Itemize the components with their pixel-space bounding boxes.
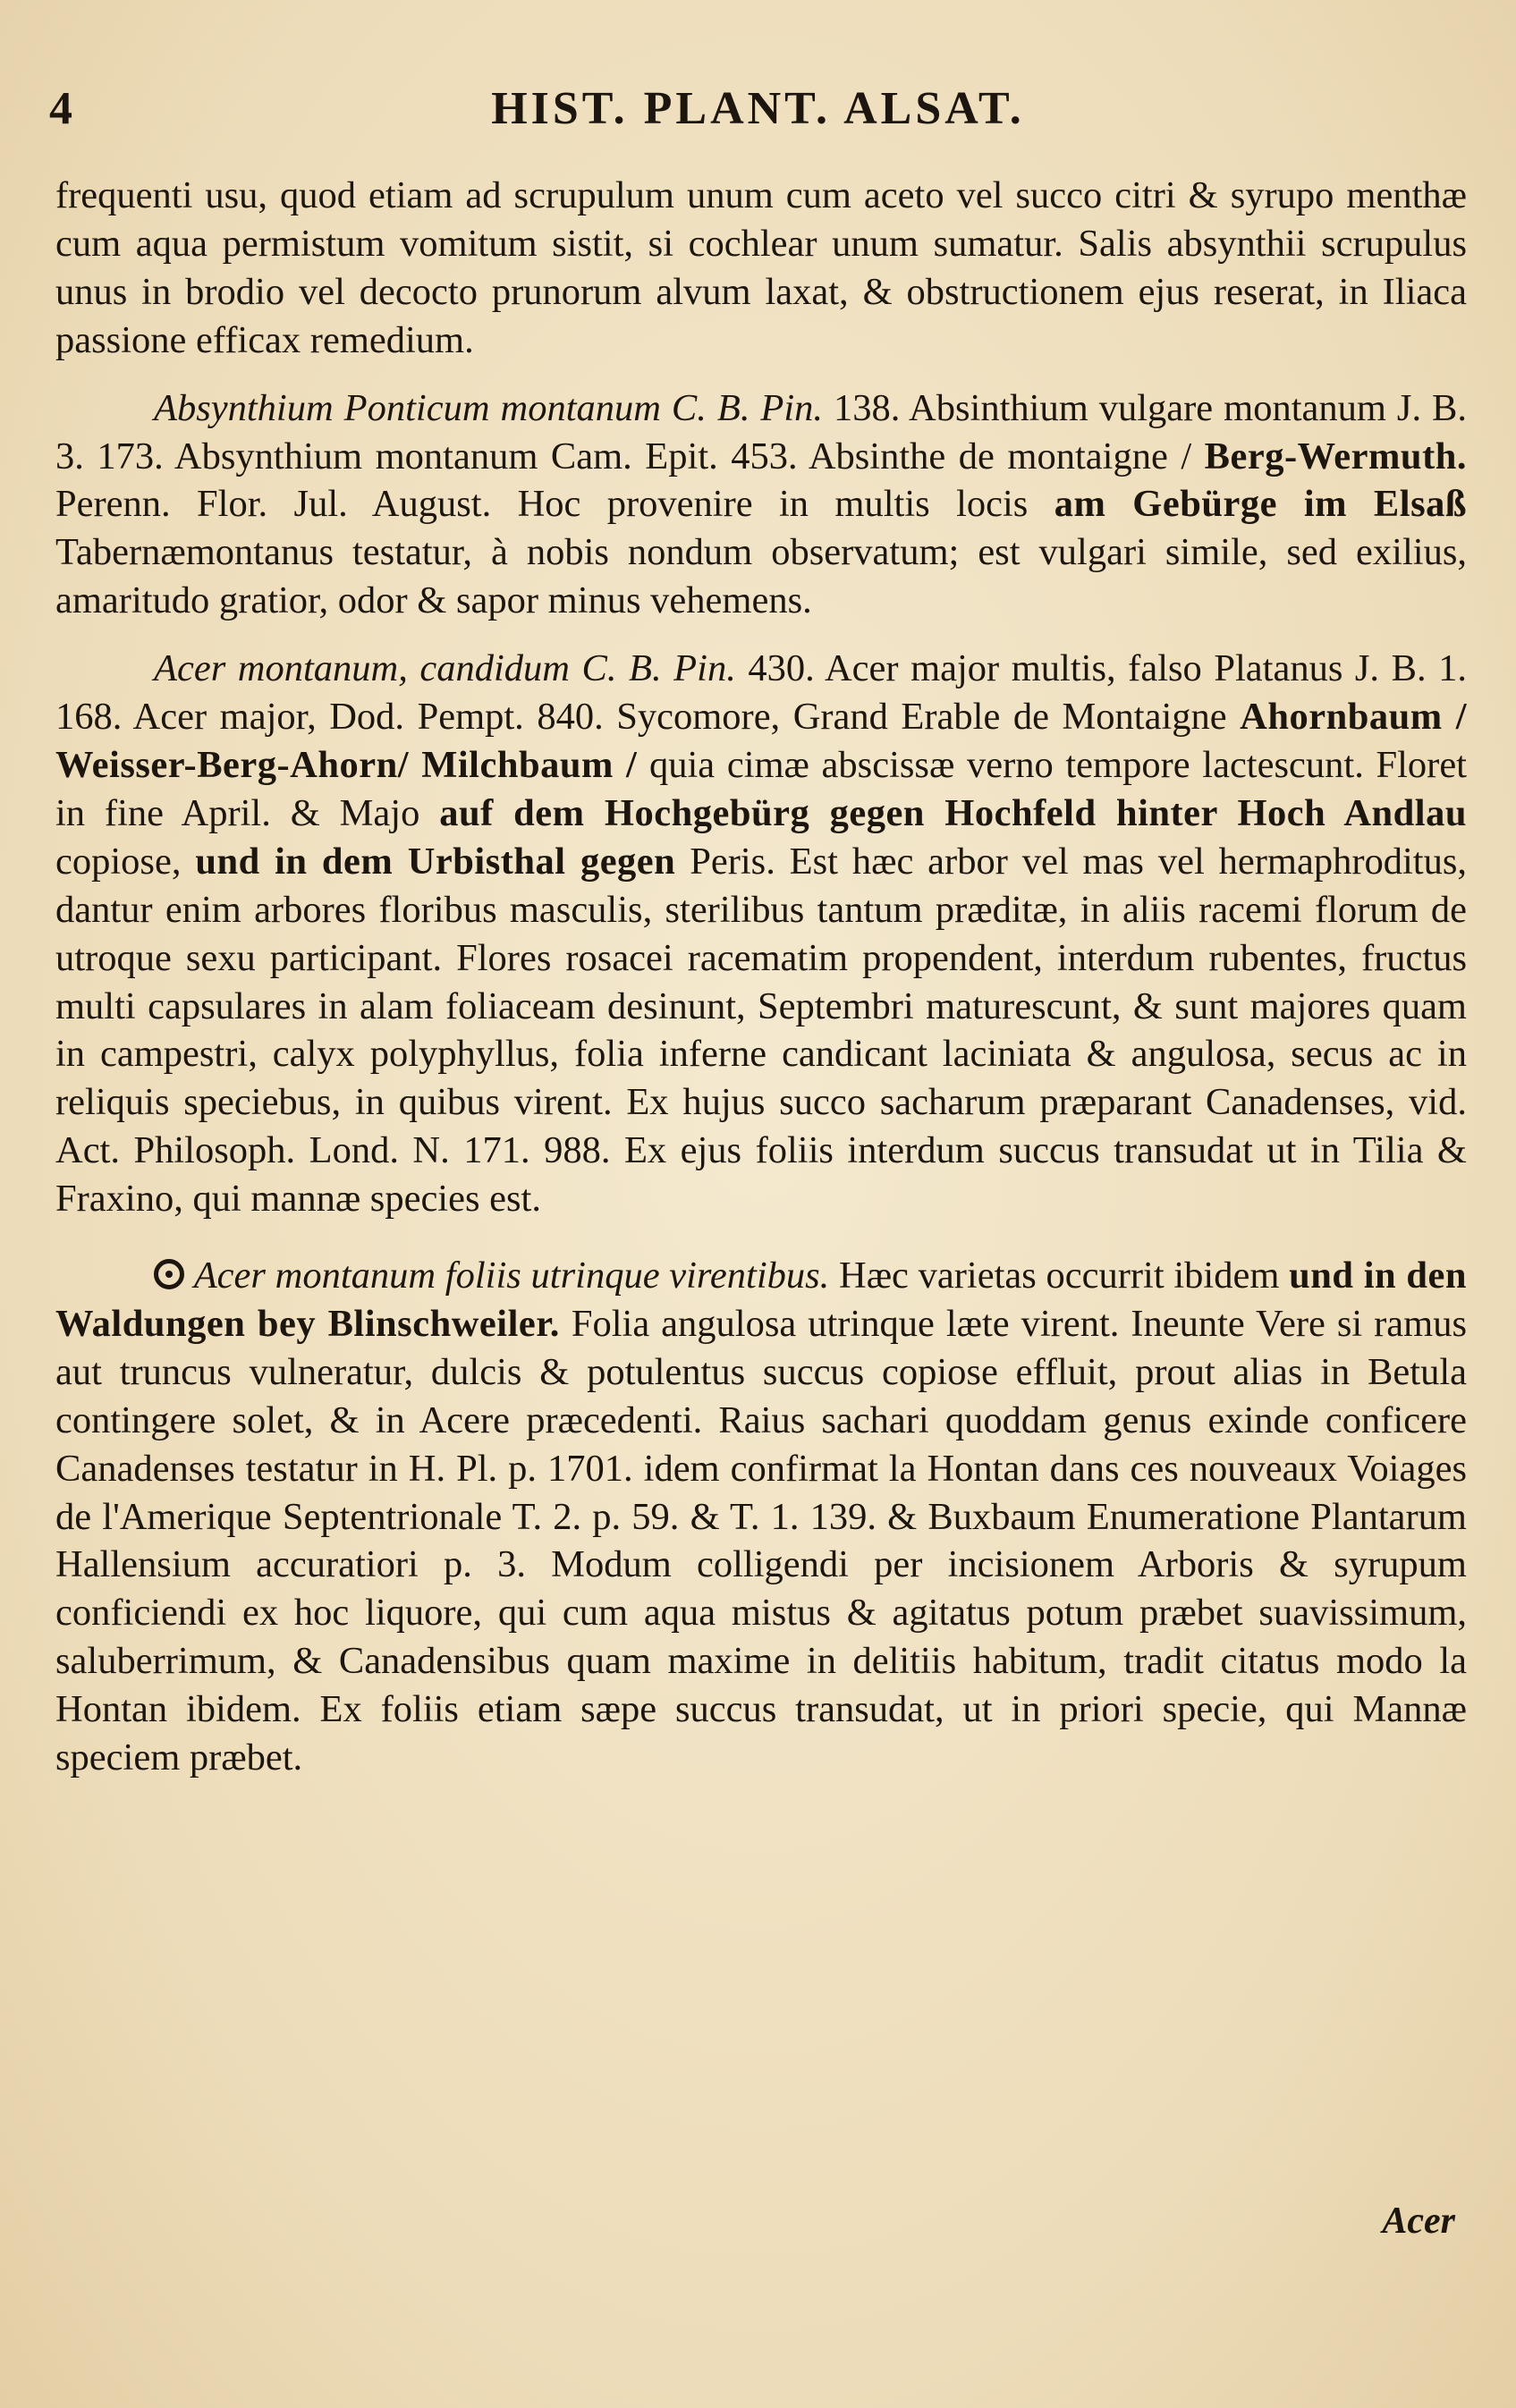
paragraph-text: 138. Absinthium vulgare montanum J. B. 3. 173. Absynthium montanum Cam. Epit. 453. Absinthe de montaigne / — [55, 386, 1468, 477]
paragraph-text: frequenti usu, quod etiam ad scrupulum unum cum aceto vel succo citri & syrupo menthæ cum aqua permistum vomitum sistit, si cochlear unum sumatur. Salis absynthii scrupulus unus in brodio vel decocto prunorum alvum laxat, & obstructionem ejus reserat, in Iliaca passione efficax remedium. — [55, 174, 1467, 361]
paragraph-text: Hæc varietas occurrit ibidem — [839, 1255, 1280, 1297]
paragraph-text: Peris. Est hæc arbor vel mas vel hermaphroditus, dantur enim arbores floribus masculis, sterilibus tantum præditæ, in aliis racemi florum de utroque sexu participant. Flores rosacei racematim propendent, interdum rubentes, fructus multi capsulares in alam foliaceam desinunt, Septembri maturescunt, & sunt majores quam in campestri, calyx polyphyllus, folia inferne candicant laciniata & angulosa, secus ac in reliquis speciebus, in quibus virent. Ex hujus succo sacharum præparant Canadenses, vid. Act. Philosoph. Lond. N. 171. 988. Ex ejus foliis interdum succus transudat ut in Tilia & Fraxino, qui mannæ species est. — [55, 840, 1467, 1221]
perennial-symbol-icon — [154, 1259, 184, 1289]
running-head: HIST. PLANT. ALSAT. — [491, 83, 1025, 134]
paragraph-text: 430. Acer major multis, falso Platanus J. B. 1. 168. Acer major, Dod. Pempt. 840. Sycomore, Grand Erable de Montaigne — [55, 647, 1467, 739]
german-locality: und in dem Urbisthal gegen — [195, 840, 676, 883]
german-name: Ahornbaum / Weisser-Berg-Ahorn/ Milchbaum / — [55, 696, 1468, 786]
paragraph-acer-variety — [55, 1252, 1467, 1782]
paragraph-text: quia cimæ abscissæ verno tempore lactescunt. Floret in fine April. & Majo — [55, 743, 1467, 834]
plant-name: Absynthium Ponticum montanum C. B. Pin. — [154, 386, 824, 429]
catchword: Acer — [1382, 2201, 1455, 2242]
german-locality: und in den Waldungen bey Blinschweiler. — [55, 1255, 1468, 1345]
body-text — [55, 172, 1467, 1782]
paragraph-text: Tabernæmontanus testatur, à nobis nondum observatum; est vulgari simile, sed exilius, amaritudo gratior, odor & sapor minus vehemens. — [55, 531, 1467, 622]
german-name: Berg-Wermuth. — [1204, 435, 1467, 477]
paragraph-text: Perenn. Flor. Jul. August. Hoc provenire in multis locis — [55, 483, 1029, 526]
paragraph-absynthium — [55, 384, 1467, 626]
paragraph-acer-montanum — [55, 645, 1467, 1223]
german-locality: am Gebürge im Elsaß — [1054, 483, 1468, 526]
plant-name: Acer montanum, candidum C. B. Pin. — [154, 647, 736, 690]
page-number: 4 — [49, 83, 72, 134]
plant-name: Acer montanum foliis utrinque virentibus. — [193, 1255, 830, 1297]
paragraph-continuation — [55, 172, 1467, 365]
paragraph-text: copiose, — [55, 840, 182, 883]
german-locality: auf dem Hochgebürg gegen Hochfeld hinter Hoch Andlau — [439, 791, 1467, 834]
paragraph-text: Folia angulosa utrinque læte virent. Ineunte Vere si ramus aut truncus vulneratur, dulcis & potulentus succus copiose effluit, prout alias in Betula contingere solet, & in Acere præcedenti. Raius sachari quoddam genus exinde conficere Canadenses testatur in H. Pl. p. 1701. idem confirmat la Hontan dans ces nouveaux Voiages de l'Amerique Septentrionale T. 2. p. 59. & T. 1. 139. & Buxbaum Enumeratione Plantarum Hallensium accuratiori p. 3. Modum colligendi per incisionem Arboris & syrupum conficiendi ex hoc liquore, qui cum aqua mistus & agitatus potum præbet suavissimum, saluberrimum, & Canadensibus quam maxime in delitiis habitum, tradit citatus modo la Hontan ibidem. Ex foliis etiam sæpe succus transudat, ut in priori specie, qui Mannæ speciem præbet. — [55, 1302, 1468, 1779]
